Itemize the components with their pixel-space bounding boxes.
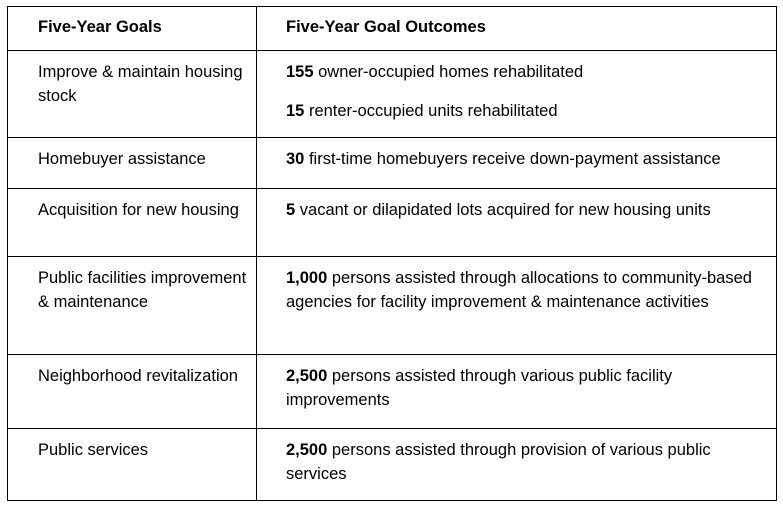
goal-cell: Improve & maintain housing stock [8,51,257,138]
goal-cell: Homebuyer assistance [8,138,257,189]
outcome-line [286,364,772,412]
outcome-text: vacant or dilapidated lots acquired for new housing units [295,201,711,219]
goal-cell: Neighborhood revitalization [8,355,257,429]
outcome-line [286,99,772,123]
outcome-cell [257,51,777,138]
header-goals: Five-Year Goals [8,7,257,51]
outcome-line [286,147,772,171]
table-row [8,257,777,355]
outcome-number: 30 [286,150,305,168]
outcome-text: first-time homebuyers receive down-payment assistance [304,150,721,168]
goal-cell: Acquisition for new housing [8,189,257,257]
table-row [8,355,777,429]
outcome-cell [257,257,777,355]
table-row [8,138,777,189]
table-header [8,7,777,51]
outcome-text: persons assisted through various public facility improvements [286,367,673,409]
table-row [8,189,777,257]
table-body [8,51,777,501]
outcome-cell [257,189,777,257]
outcome-number: 155 [286,63,314,81]
goal-cell: Public services [8,429,257,501]
outcome-line [286,438,772,486]
header-outcomes: Five-Year Goal Outcomes [257,7,777,51]
table-row [8,51,777,138]
outcome-line [286,60,772,84]
outcome-cell [257,138,777,189]
outcome-text: persons assisted through provision of various public services [286,441,711,483]
table-row [8,429,777,501]
outcome-text: persons assisted through allocations to community-based agencies for facility improvement & maintenance activities [286,269,752,311]
outcome-text: owner-occupied homes rehabilitated [313,63,584,81]
five-year-goals-table [7,6,777,501]
outcome-text: renter-occupied units rehabilitated [304,102,558,120]
header-row [8,7,777,51]
outcome-line [286,198,772,222]
outcome-cell [257,355,777,429]
outcome-number: 15 [286,102,305,120]
outcome-line [286,266,772,314]
goal-cell: Public facilities improvement & maintenance [8,257,257,355]
outcome-number: 2,500 [286,441,328,459]
outcome-number: 5 [286,201,296,219]
outcome-number: 1,000 [286,269,328,287]
outcome-cell [257,429,777,501]
outcome-number: 2,500 [286,367,328,385]
